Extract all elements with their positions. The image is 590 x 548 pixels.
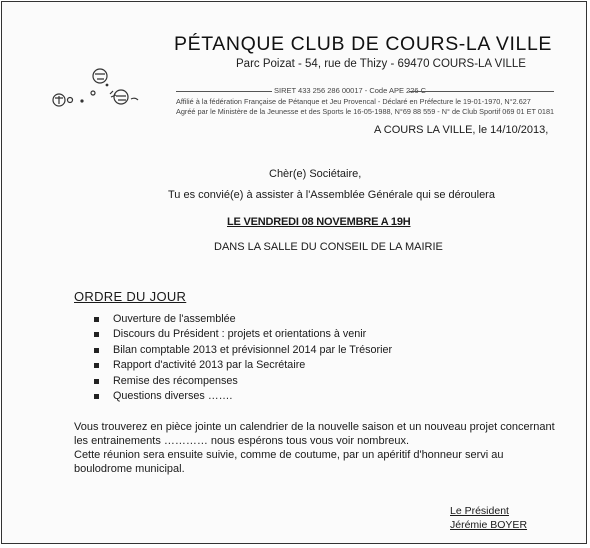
affiliation-text <box>176 97 554 117</box>
affiliation-line: Affilié à la fédération Française de Pétanque et Jeu Provencal - Déclaré en Préfecture le 19-01-1970, N°2.627 <box>176 97 531 106</box>
attachment-paragraph: Vous trouverez en pièce jointe un calendrier de la nouvelle saison et un nouveau projet concernant les entrainements ………… nous espérons tous vous voir nombreux. <box>74 421 555 447</box>
meeting-date: LE VENDREDI 08 NOVEMBRE A 19H <box>227 216 411 228</box>
bullet-icon <box>94 394 99 399</box>
signature-name: Jérémie BOYER <box>450 519 528 531</box>
header-rule-right <box>409 91 554 92</box>
salutation: Chèr(e) Sociétaire, <box>269 168 362 180</box>
place-and-date: A COURS LA VILLE, le 14/10/2013, <box>374 124 549 136</box>
agenda-item: Bilan comptable 2013 et prévisionnel 2014 par le Trésorier <box>94 343 392 358</box>
agenda-item: Ouverture de l'assemblée <box>94 312 392 327</box>
club-address: Parc Poizat - 54, rue de Thizy - 69470 COURS-LA VILLE <box>236 58 526 70</box>
letter-page <box>1 1 587 544</box>
bullet-icon <box>94 332 99 337</box>
signature-role: Le Président <box>450 505 509 517</box>
agenda-item: Questions diverses ……. <box>94 389 392 404</box>
affiliation-line: Agréé par le Ministère de la Jeunesse et des Sports le 16-05-1988, N°69 88 559 - N° de Club Sportif 069 01 ET 0181 <box>176 107 555 116</box>
bullet-icon <box>94 363 99 368</box>
club-name: PÉTANQUE CLUB DE COURS-LA VILLE <box>174 33 553 55</box>
petanque-players-logo <box>47 66 142 112</box>
agenda-list <box>94 312 392 404</box>
bullet-icon <box>94 379 99 384</box>
agenda-title: ORDRE DU JOUR <box>74 289 187 304</box>
reception-paragraph: Cette réunion sera ensuite suivie, comme de coutume, par un apéritif d'honneur servi au boulodrome municipal. <box>74 449 504 475</box>
header-rule-left <box>176 91 272 92</box>
bullet-icon <box>94 348 99 353</box>
agenda-item: Discours du Président : projets et orientations à venir <box>94 327 392 342</box>
signature-block <box>450 504 527 532</box>
agenda-item: Rapport d'activité 2013 par la Secrétaire <box>94 358 392 373</box>
bullet-icon <box>94 317 99 322</box>
meeting-location: DANS LA SALLE DU CONSEIL DE LA MAIRIE <box>214 241 443 253</box>
agenda-item: Remise des récompenses <box>94 374 392 389</box>
invitation-text: Tu es convié(e) à assister à l'Assemblée Générale qui se déroulera <box>168 189 495 201</box>
siret-line: SIRET 433 256 286 00017 - Code APE 226 C <box>274 86 427 95</box>
